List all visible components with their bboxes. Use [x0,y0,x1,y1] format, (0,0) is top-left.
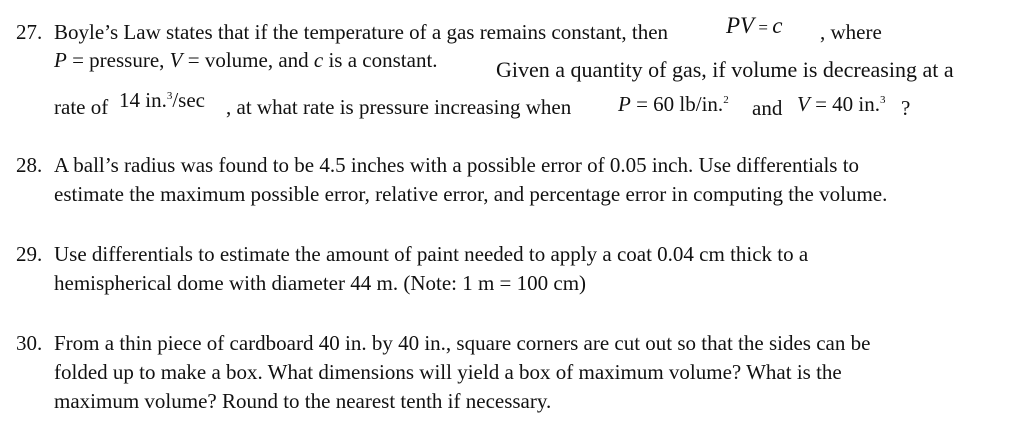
problem-text-line: P = pressure, V = volume, and c is a constant. [54,48,438,72]
problem-text-line: A ball’s radius was found to be 4.5 inches with a possible error of 0.05 inch. Use differentials to [54,153,860,177]
problem-text-line: and [752,96,783,120]
problem-text-line: hemispherical dome with diameter 44 m. (Note: 1 m = 100 cm) [54,271,587,295]
problem-text-line: Boyle’s Law states that if the temperature of a gas remains constant, then [54,20,669,44]
problem-number: 30. [16,331,43,355]
pressure-value: P = 60 lb/in.$^2$ [618,92,729,116]
rate-value: 14 in.$^3$/sec [119,88,205,112]
problem-text-line: ? [901,96,911,120]
problem-text-line: maximum volume? Round to the nearest tenth if necessary. [54,389,552,413]
problem-text-line: Use differentials to estimate the amount of paint needed to apply a coat 0.04 cm thick to a [54,242,809,266]
problem-text-line: From a thin piece of cardboard 40 in. by 40 in., square corners are cut out so that the sides can be [54,331,871,355]
problem-number: 27. [16,20,43,44]
volume-value: V = 40 in.$^3$ [797,92,886,116]
problem-text-line: folded up to make a box. What dimensions will yield a box of maximum volume? What is the [54,360,842,384]
problem-text-line: estimate the maximum possible error, relative error, and percentage error in computing the volume. [54,182,888,206]
problem-text-line: , where [820,20,882,44]
problem-text-line: rate of [54,95,109,119]
problem-text-line: , at what rate is pressure increasing when [226,95,572,119]
formula-pv-equals-c: PV = c [726,13,783,38]
problem-number: 29. [16,242,43,266]
problem-number: 28. [16,153,43,177]
problem-text-line: Given a quantity of gas, if volume is decreasing at a [496,57,954,82]
